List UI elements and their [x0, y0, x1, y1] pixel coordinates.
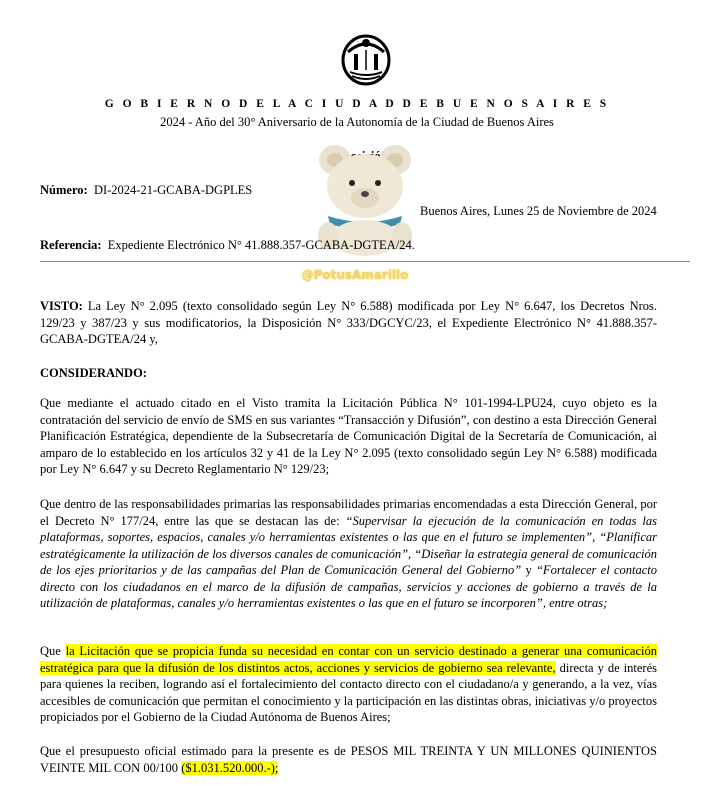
government-heading: G O B I E R N O D E L A C I U D A D D E B U E N O S A I R E S: [104, 98, 610, 110]
numero-value: DI-2024-21-GCABA-DGPLES: [93, 183, 253, 197]
visto-text: La Ley N° 2.095 (texto consolidado según Ley N° 6.588) modificada por Ley N° 6.647, los Decretos Nros. 129/23 y 387/23 y sus modificatorios, la Disposición N° 333/DGCYC/23, el Expediente Electrónico N° 41.888.357-GCABA-DGTEA/24 y,: [40, 299, 657, 346]
referencia-label: Referencia:: [40, 238, 102, 252]
paragraph-4: [40, 743, 657, 776]
header-divider: [40, 261, 690, 262]
p2-intro: Que dentro de las responsabilidades primarias las responsabilidades primarias encomendadas a esta Dirección General, por el Decreto N° 177/24, entre las que se destacan las de:: [40, 497, 657, 528]
p4-highlight: ($1.031.520.000.-);: [181, 760, 279, 775]
p3-highlight: la Licitación que se propicia funda su necesidad en contar con un servicio destinado a generar una comunicación estratégica para que la difusión de los distintos actos, acciones y servicios de gobierno sea relevante,: [40, 644, 657, 675]
numero-label: Número:: [40, 183, 88, 197]
p3-rest: directa y de interés para quienes la reciben, logrando así el fortalecimiento del contacto directo con el ciudadano/a y generando, a la vez, vías accesibles de comunicación que permitan el conocimiento y la participación en las distintas obras, iniciativas y/o proyectos propiciados por el Gobierno de la Ciudad Autónoma de Buenos Aires;: [40, 660, 657, 724]
numero-line: [40, 183, 252, 198]
referencia-line: [40, 238, 415, 253]
p2-connector: y: [521, 563, 536, 577]
p2-quote-1: “Supervisar la ejecución de la comunicación en todas las plataformas, soportes, espacios, canales y/o herramientas existentes o las que en el futuro se implementen”, “Planificar estratégicamente la utilización de los diversos canales de comunicación”, “Diseñar la estrategia general de comunicación de los ejes prioritarios y de las campañas del Plan de Comunicación General del Gobierno”: [40, 513, 657, 577]
paragraph-2: [40, 496, 657, 612]
referencia-value: Expediente Electrónico N° 41.888.357-GCABA-DGTEA/24.: [107, 238, 415, 252]
paragraph-1: Que mediante el actuado citado en el Visto tramita la Licitación Pública N° 101-1994-LPU24, cuyo objeto es la contratación del servicio de envío de SMS en sus variantes “Transacción y Difusión”, con destino a esta Dirección General Planificación Estratégica, dependiente de la Subsecretaría de Comunicación Digital de la Secretaría de Comunicación, al amparo de lo establecido en los artículos 32 y 41 de la Ley N° 2.095 (texto consolidado según Ley N° 6.588) modificada por Ley N° 6.647 y su Decreto Reglamentario N° 129/23;: [40, 396, 657, 476]
p3-start: Que: [40, 644, 66, 658]
place-date: Buenos Aires, Lunes 25 de Noviembre de 2024: [420, 204, 657, 218]
paragraph-3: [40, 643, 657, 726]
visto-label: VISTO:: [40, 299, 83, 313]
p4-start: Que el presupuesto oficial estimado para la presente es de PESOS MIL TREINTA Y UN MILLONES QUINIENTOS VEINTE MIL CON 00/100: [40, 744, 657, 775]
visto-paragraph: [40, 298, 657, 348]
city-seal-icon: [340, 30, 392, 86]
considerando-heading: [40, 365, 657, 382]
watermark-handle: @PotusAmarillo: [301, 268, 409, 282]
year-motto: 2024 - Año del 30° Aniversario de la Autonomía de la Ciudad de Buenos Aires: [160, 115, 554, 129]
considerando-label: CONSIDERANDO:: [40, 366, 147, 380]
p2-quote-2: “Fortalecer el contacto directo con los ciudadanos en el marco de la difusión de campañas, servicios y acciones de gobierno a través de la utilización de plataformas, canales y/o herramientas existentes o las que en el futuro se incorporen”, entre otras;: [40, 563, 657, 610]
